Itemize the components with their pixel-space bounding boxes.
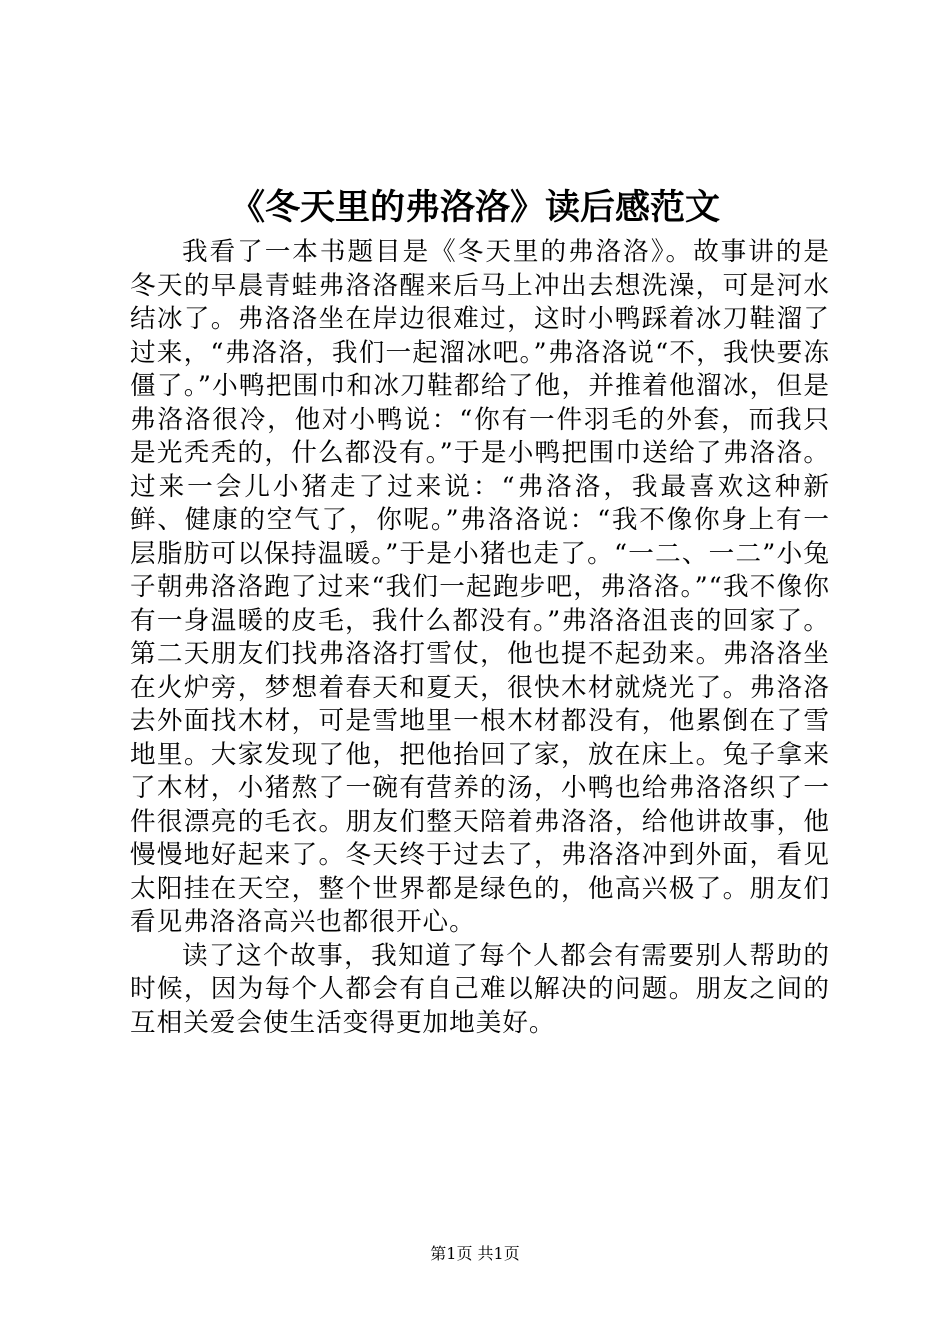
document-title: 《冬天里的弗洛洛》读后感范文 (229, 187, 720, 228)
paragraph-story: 我看了一本书题目是《冬天里的弗洛洛》。故事讲的是冬天的早晨青蛙弗洛洛醒来后马上冲出去想洗澡，可是河水结冰了。弗洛洛坐在岸边很难过，这时小鸭踩着冰刀鞋溜了过来，“弗洛洛，我们一起溜冰吧。”弗洛洛说“不，我快要冻僵了。”小鸭把围巾和冰刀鞋都给了他，并推着他溜冰，但是弗洛洛很冷，他对小鸭说：“你有一件羽毛的外套，而我只是光秃秃的，什么都没有。”于是小鸭把围巾送给了弗洛洛。过来一会儿小猪走了过来说：“弗洛洛，我最喜欢这种新鲜、健康的空气了，你呢。”弗洛洛说：“我不像你身上有一层脂肪可以保持温暖。”于是小猪也走了。“一二、一二”小兔子朝弗洛洛跑了过来“我们一起跑步吧，弗洛洛。”“我不像你有一身温暖的皮毛，我什么都没有。”弗洛洛沮丧的回家了。第二天朋友们找弗洛洛打雪仗，他也提不起劲来。弗洛洛坐在火炉旁，梦想着春天和夏天，很快木材就烧光了。弗洛洛去外面找木材，可是雪地里一根木材都没有，他累倒在了雪地里。大家发现了他，把他抬回了家，放在床上。兔子拿来了木材，小猪熬了一碗有营养的汤，小鸭也给弗洛洛织了一件很漂亮的毛衣。朋友们整天陪着弗洛洛，给他讲故事，他慢慢地好起来了。冬天终于过去了，弗洛洛冲到外面，看见太阳挂在天空，整个世界都是绿色的，他高兴极了。朋友们看见弗洛洛高兴也都很开心。 (130, 237, 830, 937)
document-body (130, 236, 830, 1040)
page-number-footer: 第1页 共1页 (430, 1244, 520, 1263)
paragraph-reflection: 读了这个故事，我知道了每个人都会有需要别人帮助的时候，因为每个人都会有自己难以解决的问题。朋友之间的互相关爱会使生活变得更加地美好。 (130, 940, 830, 1038)
